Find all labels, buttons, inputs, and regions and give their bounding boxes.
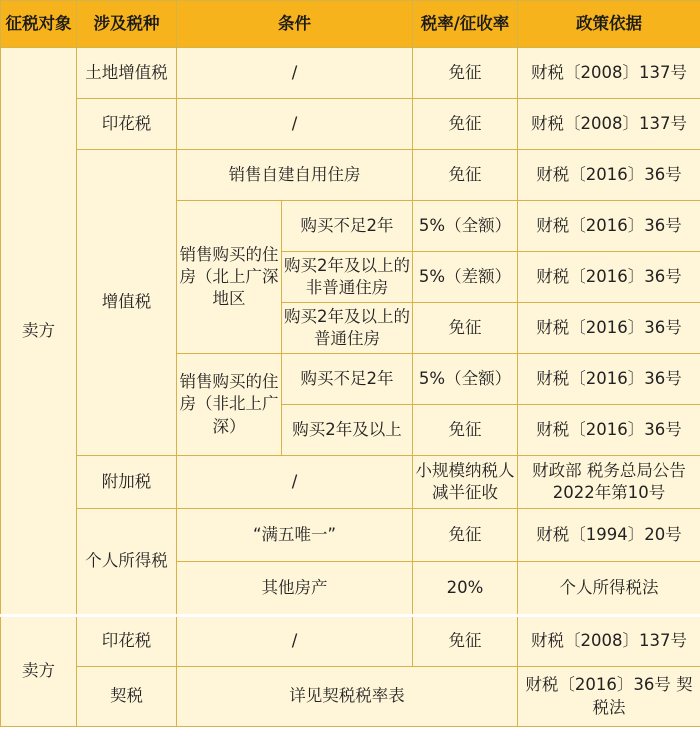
tax-type-cell: 附加税 bbox=[77, 456, 177, 509]
sub-condition-cell: 购买不足2年 bbox=[282, 201, 413, 252]
table-row bbox=[1, 667, 700, 727]
condition-cell: / bbox=[177, 99, 413, 150]
tax-type-cell: 个人所得税 bbox=[77, 509, 177, 616]
sub-condition-cell: 购买2年及以上的普通住房 bbox=[282, 303, 413, 354]
condition-cell: “满五唯一” bbox=[177, 509, 413, 562]
rate-cell: 免征 bbox=[413, 150, 518, 201]
tax-type-cell: 契税 bbox=[77, 667, 177, 727]
condition-cell: / bbox=[177, 456, 413, 509]
table-row bbox=[1, 509, 700, 562]
table-row bbox=[1, 616, 700, 667]
sub-condition-cell: 购买不足2年 bbox=[282, 354, 413, 405]
rate-cell: 5%（差额） bbox=[413, 252, 518, 303]
sub-condition-cell: 购买2年及以上的非普通住房 bbox=[282, 252, 413, 303]
table-row bbox=[1, 48, 700, 99]
rate-cell: 免征 bbox=[413, 405, 518, 456]
rate-cell: 小规模纳税人减半征收 bbox=[413, 456, 518, 509]
condition-cell: / bbox=[177, 616, 413, 667]
condition-cell: 详见契税税率表 bbox=[177, 667, 518, 727]
basis-cell: 财税〔2016〕36号 bbox=[518, 354, 700, 405]
tax-type-cell: 印花税 bbox=[77, 616, 177, 667]
basis-cell: 财税〔2016〕36号 bbox=[518, 150, 700, 201]
condition-group-cell: 销售购买的住房（非北上广深） bbox=[177, 354, 282, 456]
rate-cell: 免征 bbox=[413, 509, 518, 562]
rate-cell: 5%（全额） bbox=[413, 354, 518, 405]
table-row bbox=[1, 150, 700, 201]
tax-type-cell: 增值税 bbox=[77, 150, 177, 456]
header-object: 征税对象 bbox=[1, 1, 77, 48]
tax-type-cell: 土地增值税 bbox=[77, 48, 177, 99]
rate-cell: 免征 bbox=[413, 99, 518, 150]
basis-cell: 财税〔2016〕36号 bbox=[518, 405, 700, 456]
header-tax-type: 涉及税种 bbox=[77, 1, 177, 48]
basis-cell: 个人所得税法 bbox=[518, 562, 700, 616]
basis-cell: 财税〔2016〕36号 bbox=[518, 252, 700, 303]
rate-cell: 20% bbox=[413, 562, 518, 616]
basis-cell: 财税〔2016〕36号 契税法 bbox=[518, 667, 700, 727]
tax-type-cell: 印花税 bbox=[77, 99, 177, 150]
basis-cell: 财政部 税务总局公告2022年第10号 bbox=[518, 456, 700, 509]
header-rate: 税率/征收率 bbox=[413, 1, 518, 48]
table-row bbox=[1, 456, 700, 509]
condition-cell: 其他房产 bbox=[177, 562, 413, 616]
table-row bbox=[1, 99, 700, 150]
rate-cell: 5%（全额） bbox=[413, 201, 518, 252]
seller-cell: 卖方 bbox=[1, 48, 77, 616]
rate-cell: 免征 bbox=[413, 48, 518, 99]
basis-cell: 财税〔2008〕137号 bbox=[518, 48, 700, 99]
condition-group-cell: 销售购买的住房（北上广深地区 bbox=[177, 201, 282, 354]
seller-cell: 卖方 bbox=[1, 616, 77, 727]
header-basis: 政策依据 bbox=[518, 1, 700, 48]
rate-cell: 免征 bbox=[413, 616, 518, 667]
condition-cell: / bbox=[177, 48, 413, 99]
header-row bbox=[1, 1, 700, 48]
basis-cell: 财税〔2008〕137号 bbox=[518, 99, 700, 150]
basis-cell: 财税〔2008〕137号 bbox=[518, 616, 700, 667]
header-condition: 条件 bbox=[177, 1, 413, 48]
basis-cell: 财税〔2016〕36号 bbox=[518, 303, 700, 354]
sub-condition-cell: 购买2年及以上 bbox=[282, 405, 413, 456]
basis-cell: 财税〔1994〕20号 bbox=[518, 509, 700, 562]
rate-cell: 免征 bbox=[413, 303, 518, 354]
basis-cell: 财税〔2016〕36号 bbox=[518, 201, 700, 252]
condition-cell: 销售自建自用住房 bbox=[177, 150, 413, 201]
